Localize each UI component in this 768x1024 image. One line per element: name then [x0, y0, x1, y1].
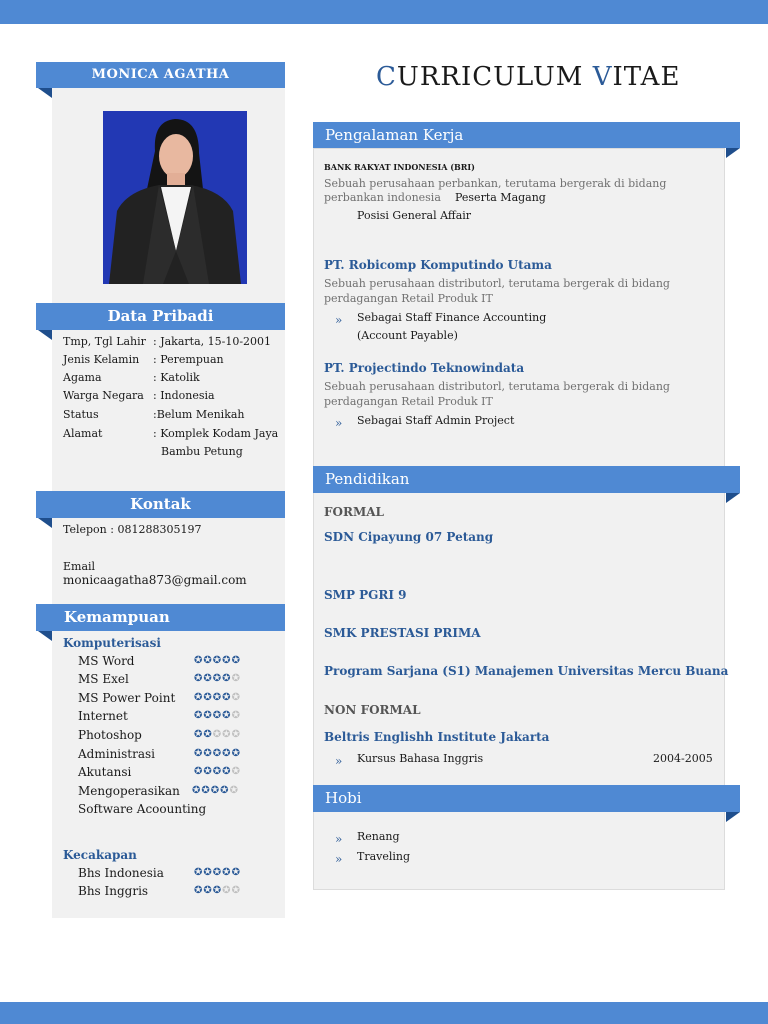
bottom-accent-bar: [0, 1002, 768, 1024]
skill-name-continued: Software Acoounting: [78, 802, 207, 816]
star-filled-icon: ✪: [203, 885, 213, 896]
section-title: Pengalaman Kerja: [325, 126, 464, 144]
personal-value: : Jakarta, 15-10-2001: [153, 335, 272, 348]
school-name: Program Sarjana (S1) Manajemen Universitas Mercu Buana: [324, 664, 729, 678]
section-header-kontak: [36, 491, 285, 518]
title-urriculum: URRICULUM: [396, 62, 593, 92]
personal-value: : Komplek Kodam Jaya: [153, 427, 279, 440]
star-filled-icon: ✪: [194, 673, 204, 684]
course-name: Kursus Bahasa Inggris: [357, 752, 484, 765]
skill-name: Mengoperasikan: [78, 784, 180, 798]
language-rating-stars: [194, 885, 241, 896]
school-name: SMK PRESTASI PRIMA: [324, 626, 481, 640]
profile-photo: [103, 111, 247, 284]
star-empty-icon: ✪: [222, 885, 232, 896]
star-filled-icon: ✪: [212, 885, 223, 896]
star-empty-icon: ✪: [212, 729, 223, 740]
skill-rating-stars: [194, 673, 241, 684]
personal-value: : Indonesia: [153, 389, 215, 402]
name-band-fold: [38, 88, 52, 98]
skill-rating-stars: [194, 766, 241, 777]
company-name-projectindo: PT. Projectindo Teknowindata: [324, 361, 525, 375]
star-filled-icon: ✪: [203, 867, 213, 878]
skill-rating-stars: [194, 692, 241, 703]
personal-label: Tmp, Tgl Lahir: [63, 335, 146, 348]
address-line-2: Bambu Petung: [161, 445, 243, 458]
star-filled-icon: ✪: [192, 785, 202, 796]
title-letter-v: V: [592, 62, 613, 92]
star-filled-icon: ✪: [212, 748, 223, 759]
personal-value: : Perempuan: [153, 353, 224, 366]
personal-label: Status: [63, 408, 99, 421]
job-role: Posisi General Affair: [357, 209, 472, 222]
skill-name: Akutansi: [78, 765, 132, 779]
personal-value: :Belum Menikah: [153, 408, 245, 421]
email-address[interactable]: monicaagatha873@gmail.com: [63, 573, 247, 587]
skill-name: MS Power Point: [78, 691, 176, 705]
section-header-hobi: [313, 785, 740, 812]
company-description: perdagangan Retail Produk IT: [324, 292, 493, 305]
course-institution: Beltris Englishh Institute Jakarta: [324, 730, 550, 744]
star-filled-icon: ✪: [231, 867, 241, 878]
title-letter-c: C: [376, 62, 397, 92]
language-skills-heading: Kecakapan: [63, 848, 137, 862]
personal-label: Alamat: [63, 427, 103, 440]
hobby-item: Traveling: [357, 850, 411, 863]
star-filled-icon: ✪: [194, 710, 204, 721]
star-empty-icon: ✪: [229, 785, 239, 796]
kemampuan-fold: [38, 631, 52, 641]
star-filled-icon: ✪: [212, 673, 223, 684]
skill-rating-stars: [194, 748, 241, 759]
hobi-fold: [726, 812, 740, 822]
bullet-chevron-icon: »: [335, 313, 343, 327]
hobby-item: Renang: [357, 830, 400, 843]
company-name-bri: BANK RAKYAT INDONESIA (BRI): [324, 162, 475, 172]
star-empty-icon: ✪: [231, 885, 241, 896]
section-title: Pendidikan: [325, 470, 410, 488]
formal-heading: FORMAL: [324, 505, 384, 519]
bullet-chevron-icon: »: [335, 852, 343, 866]
phone-number: Telepon : 081288305197: [63, 523, 202, 536]
email-label: Email: [63, 560, 96, 573]
section-title: Kemampuan: [64, 608, 170, 626]
star-filled-icon: ✪: [203, 710, 213, 721]
personal-label: Agama: [63, 371, 102, 384]
language-rating-stars: [194, 867, 241, 878]
star-filled-icon: ✪: [194, 885, 204, 896]
pengalaman-fold: [726, 148, 740, 158]
star-filled-icon: ✪: [222, 655, 232, 666]
star-filled-icon: ✪: [203, 655, 213, 666]
school-name: SDN Cipayung 07 Petang: [324, 530, 494, 544]
name-band: [36, 62, 285, 88]
skill-name: MS Word: [78, 654, 135, 668]
star-filled-icon: ✪: [212, 655, 223, 666]
skill-name: Photoshop: [78, 728, 142, 742]
bullet-chevron-icon: »: [335, 832, 343, 846]
star-filled-icon: ✪: [222, 710, 232, 721]
title-itae: ITAE: [612, 62, 681, 92]
course-years: 2004-2005: [653, 752, 713, 765]
bullet-chevron-icon: »: [335, 754, 343, 768]
star-filled-icon: ✪: [194, 692, 204, 703]
section-header-kemampuan: [36, 604, 285, 631]
section-title: Data Pribadi: [107, 307, 214, 325]
star-filled-icon: ✪: [194, 867, 204, 878]
star-empty-icon: ✪: [231, 692, 241, 703]
company-description: Sebuah perusahaan distributorl, terutama bergerak di bidang: [324, 277, 670, 290]
bullet-chevron-icon: »: [335, 416, 343, 430]
skill-name: Internet: [78, 709, 128, 723]
non-formal-heading: NON FORMAL: [324, 703, 421, 717]
job-role: (Account Payable): [357, 329, 458, 342]
page-title: [376, 62, 680, 92]
star-empty-icon: ✪: [231, 710, 241, 721]
company-description: Sebuah perusahaan perbankan, terutama bergerak di bidang: [324, 177, 667, 190]
section-header-pengalaman-kerja: [313, 122, 740, 148]
star-empty-icon: ✪: [222, 729, 232, 740]
skill-rating-stars: [194, 729, 241, 740]
star-filled-icon: ✪: [222, 867, 232, 878]
star-filled-icon: ✪: [203, 729, 213, 740]
star-filled-icon: ✪: [222, 673, 232, 684]
company-name-robicomp: PT. Robicomp Komputindo Utama: [324, 258, 552, 272]
star-filled-icon: ✪: [210, 785, 221, 796]
star-filled-icon: ✪: [212, 766, 223, 777]
star-filled-icon: ✪: [194, 729, 204, 740]
star-filled-icon: ✪: [194, 655, 204, 666]
star-empty-icon: ✪: [231, 729, 241, 740]
company-description: perbankan indonesia: [324, 191, 441, 204]
job-role: Peserta Magang: [455, 191, 546, 204]
skill-rating-stars: [192, 785, 239, 796]
star-filled-icon: ✪: [222, 766, 232, 777]
top-accent-bar: [0, 0, 768, 24]
star-filled-icon: ✪: [203, 692, 213, 703]
job-role: Sebagai Staff Admin Project: [357, 414, 515, 427]
star-filled-icon: ✪: [194, 748, 204, 759]
kontak-fold: [38, 518, 52, 528]
star-filled-icon: ✪: [212, 867, 223, 878]
star-filled-icon: ✪: [220, 785, 230, 796]
star-filled-icon: ✪: [222, 692, 232, 703]
star-filled-icon: ✪: [222, 748, 232, 759]
company-description: Sebuah perusahaan distributorl, terutama bergerak di bidang: [324, 380, 670, 393]
personal-label: Warga Negara: [63, 389, 144, 402]
job-role: Sebagai Staff Finance Accounting: [357, 311, 547, 324]
skill-rating-stars: [194, 655, 241, 666]
school-name: SMP PGRI 9: [324, 588, 407, 602]
star-filled-icon: ✪: [201, 785, 211, 796]
skill-name: MS Exel: [78, 672, 129, 686]
star-empty-icon: ✪: [231, 766, 241, 777]
star-filled-icon: ✪: [212, 710, 223, 721]
star-filled-icon: ✪: [231, 655, 241, 666]
section-header-pendidikan: [313, 466, 740, 493]
star-filled-icon: ✪: [203, 748, 213, 759]
language-name: Bhs Indonesia: [78, 866, 164, 880]
personal-label: Jenis Kelamin: [63, 353, 140, 366]
portrait-illustration: [103, 111, 247, 284]
personal-value: : Katolik: [153, 371, 200, 384]
star-filled-icon: ✪: [203, 766, 213, 777]
star-filled-icon: ✪: [231, 748, 241, 759]
section-header-data-pribadi: [36, 303, 285, 330]
star-filled-icon: ✪: [203, 673, 213, 684]
data-pribadi-fold: [38, 330, 52, 340]
star-filled-icon: ✪: [212, 692, 223, 703]
skill-name: Administrasi: [78, 747, 155, 761]
language-name: Bhs Inggris: [78, 884, 149, 898]
computer-skills-heading: Komputerisasi: [63, 636, 161, 650]
pendidikan-fold: [726, 493, 740, 503]
section-title: Kontak: [130, 495, 191, 513]
section-title: Hobi: [325, 789, 362, 807]
star-empty-icon: ✪: [231, 673, 241, 684]
star-filled-icon: ✪: [194, 766, 204, 777]
skill-rating-stars: [194, 710, 241, 721]
company-description: perdagangan Retail Produk IT: [324, 395, 493, 408]
candidate-name: MONICA AGATHA: [91, 67, 230, 82]
